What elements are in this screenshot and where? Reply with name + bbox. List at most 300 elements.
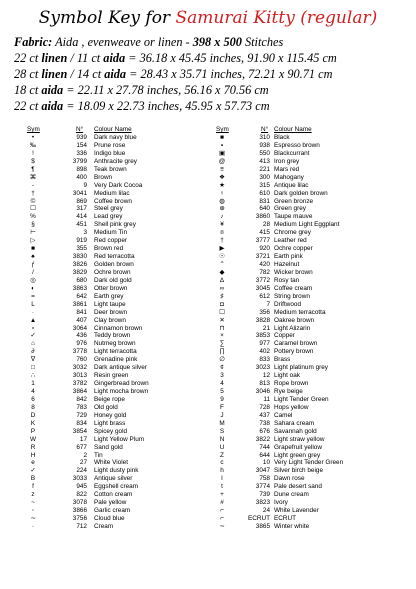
number-cell: 413	[259, 157, 270, 165]
symbol-cell: %	[30, 213, 36, 221]
number-cell: 712	[76, 522, 87, 530]
table-row	[27, 491, 227, 499]
number-cell: 3778	[72, 348, 87, 356]
size-line	[14, 66, 410, 82]
table-row	[216, 444, 416, 452]
colour-name-cell: Rye beige	[274, 388, 303, 395]
table-row	[216, 134, 416, 142]
table-row	[216, 404, 416, 412]
symbol-cell: B	[30, 475, 36, 483]
symbol-cell: †	[31, 189, 35, 197]
symbol-cell: W	[29, 435, 37, 443]
number-cell: 729	[76, 411, 87, 419]
colour-name-cell: Black	[274, 134, 290, 141]
colour-name-cell: Earth grey	[94, 292, 124, 300]
colour-name-cell: Light terracotta	[94, 348, 137, 356]
number-cell: 336	[76, 149, 87, 157]
symbol-cell: ♀	[219, 189, 225, 197]
table-row	[27, 348, 227, 356]
number-cell: 644	[259, 451, 270, 459]
colour-name-cell: Beige rope	[94, 395, 125, 403]
symbol-cell: ♯	[220, 292, 224, 300]
colour-name-cell: Nutmeg brown	[94, 340, 136, 348]
size-dims: = 22.11 x 27.78 inches, 56.16 x 70.56 cm	[63, 83, 269, 97]
table-row	[216, 198, 416, 206]
colour-name-cell: Dawn rose	[274, 475, 305, 483]
colour-name-cell: Chrome grey	[274, 229, 311, 237]
symbol-cell: U	[219, 443, 225, 451]
title-prefix: Symbol Key for	[38, 8, 171, 28]
symbol-cell: ✕	[219, 316, 225, 324]
symbol-cell: ¶	[31, 165, 35, 173]
number-cell: 9	[83, 181, 87, 189]
symbol-cell: S	[219, 427, 225, 435]
number-cell: 680	[76, 276, 87, 284]
colour-name-cell: Light dusty pink	[94, 467, 139, 475]
symbol-cell: ■	[220, 134, 224, 141]
size-fabric-2: aida	[104, 67, 127, 81]
number-cell: 17	[79, 435, 87, 443]
colour-name-cell: Light straw yellow	[274, 435, 325, 443]
table-row	[216, 340, 416, 348]
colour-name-cell: Savannah gold	[274, 427, 317, 435]
number-cell: 3045	[255, 284, 270, 292]
symbol-cell: ⌐	[220, 515, 224, 522]
number-cell: 550	[259, 149, 270, 157]
number-cell: 24	[262, 507, 270, 515]
table-header	[27, 126, 227, 134]
number-cell: 898	[76, 165, 87, 173]
table-row	[27, 499, 227, 507]
colour-name-cell: Brown red	[94, 245, 124, 253]
colour-name-cell: Light oak	[274, 372, 300, 380]
number-cell: 11	[263, 395, 270, 403]
colour-name-cell: Shell pink grey	[94, 221, 136, 229]
symbol-cell: 9	[220, 395, 224, 403]
table-row	[216, 150, 416, 158]
size-mid: / 14 ct	[67, 67, 105, 81]
symbol-cell: K	[30, 419, 36, 427]
size-fabric: aida	[41, 99, 64, 113]
symbol-cell: ♠	[31, 253, 35, 261]
size-fabric-2: aida	[103, 51, 126, 65]
table-row	[27, 301, 227, 309]
symbol-cell: f	[32, 483, 34, 491]
symbol-cell: ⌂	[31, 340, 35, 348]
number-cell: 3866	[72, 507, 87, 515]
colour-name-cell: Silver birch beige	[274, 467, 324, 475]
number-cell: 3865	[255, 522, 270, 530]
colour-name-cell: Prune rose	[94, 141, 126, 149]
table-row	[216, 452, 416, 460]
colour-name-cell: Light Tender Green	[274, 395, 329, 403]
symbol-cell: ∅	[219, 356, 225, 364]
symbol-cell: L	[31, 300, 35, 308]
colour-name-cell: Garlic cream	[94, 507, 131, 515]
symbol-cell: ∏	[219, 348, 225, 356]
symbol-cell: ∇	[30, 356, 36, 364]
symbol-cell: ⌘	[29, 173, 37, 181]
symbol-cell: 8	[31, 403, 35, 411]
colour-name-cell: Green bronze	[274, 197, 314, 205]
table-row	[27, 166, 227, 174]
symbol-cell: ∼	[219, 522, 225, 530]
number-cell: 642	[76, 292, 87, 300]
table-row	[216, 412, 416, 420]
symbol-cell: ¥	[220, 221, 224, 229]
symbol-cell: ◍	[219, 197, 225, 205]
number-cell: 3830	[72, 253, 87, 261]
symbol-table-left	[27, 126, 227, 531]
number-cell: 841	[76, 308, 87, 316]
colour-name-cell: Dark golden brown	[274, 189, 328, 197]
number-cell: 436	[76, 332, 87, 340]
symbol-cell: ▣	[218, 149, 226, 157]
symbol-cell: ♪	[220, 213, 224, 221]
colour-name-cell: String brown	[274, 292, 310, 300]
stitch-count: 398 x 500	[192, 35, 242, 49]
number-cell: 356	[259, 308, 270, 316]
symbol-cell: ◆	[219, 268, 225, 276]
colour-name-cell: Medium terracotta	[274, 308, 326, 316]
symbol-cell: ~	[31, 499, 35, 507]
table-row	[216, 309, 416, 317]
table-row	[27, 452, 227, 460]
symbol-cell: ∂	[31, 348, 35, 356]
colour-name-cell: White Violet	[94, 459, 128, 467]
number-cell: 833	[259, 356, 270, 364]
colour-name-cell: Grapefruit yellow	[274, 443, 322, 451]
number-cell: 758	[259, 475, 270, 483]
table-row	[216, 372, 416, 380]
number-cell: 3864	[72, 388, 87, 395]
table-row	[27, 253, 227, 261]
number-cell: 976	[76, 340, 87, 348]
colour-name-cell: Taupe mauve	[274, 213, 313, 221]
table-row	[27, 317, 227, 325]
table-row	[216, 317, 416, 325]
table-row	[216, 507, 416, 515]
size-fabric: linen	[41, 51, 68, 65]
symbol-cell: =	[31, 292, 35, 300]
header-colour-name: Colour Name	[94, 126, 132, 133]
table-row	[216, 245, 416, 253]
page-title	[0, 7, 416, 29]
symbol-cell: !	[32, 149, 34, 157]
colour-name-cell: Hazelnut	[274, 261, 300, 268]
table-row	[216, 396, 416, 404]
number-cell: 3064	[72, 324, 87, 332]
number-cell: 28	[262, 221, 270, 229]
colour-name-cell: Winter white	[274, 522, 310, 530]
colour-name-cell: Light mocha brown	[94, 388, 148, 395]
symbol-cell: ⌐	[220, 507, 224, 515]
number-cell: 3782	[72, 380, 87, 388]
colour-name-cell: Ivory	[274, 499, 288, 507]
number-cell: 2	[83, 451, 87, 459]
number-cell: 610	[259, 189, 270, 197]
colour-name-cell: Rope brown	[274, 380, 309, 388]
symbol-cell: ★	[219, 181, 225, 189]
colour-name-cell: Honey gold	[94, 411, 127, 419]
table-row	[27, 269, 227, 277]
number-cell: 822	[76, 491, 87, 499]
symbol-cell: •	[31, 134, 35, 141]
colour-name-cell: Sand gold	[94, 443, 123, 451]
colour-name-cell: Red terracotta	[94, 253, 135, 261]
number-cell: 977	[259, 340, 270, 348]
header-sym: Sym	[27, 126, 40, 133]
number-cell: 420	[259, 261, 270, 268]
symbol-cell: ∴	[30, 372, 36, 380]
symbol-cell: ¤	[220, 229, 224, 237]
symbol-cell: □	[31, 364, 35, 372]
table-row	[27, 372, 227, 380]
header-colour-name: Colour Name	[274, 126, 312, 133]
table-row	[27, 412, 227, 420]
colour-name-cell: Dune cream	[274, 491, 309, 499]
number-cell: 402	[259, 348, 270, 356]
colour-name-cell: Antique lilac	[274, 181, 309, 189]
number-cell: 3	[83, 229, 87, 237]
number-cell: 3861	[72, 300, 87, 308]
table-row	[216, 190, 416, 198]
table-row	[216, 364, 416, 372]
table-row	[27, 190, 227, 198]
symbol-cell: M	[219, 419, 225, 427]
symbol-cell: ☐	[219, 308, 225, 316]
number-cell: 738	[259, 419, 270, 427]
symbol-cell: 1	[31, 380, 35, 388]
table-row	[216, 277, 416, 285]
table-row	[27, 142, 227, 150]
number-cell: 300	[259, 173, 270, 181]
number-cell: 3756	[72, 515, 87, 522]
colour-name-cell: Very Dark Cocoa	[94, 181, 143, 189]
table-row	[27, 420, 227, 428]
number-cell: 744	[259, 443, 270, 451]
fabric-info	[14, 34, 410, 114]
table-row	[216, 269, 416, 277]
colour-name-cell: Pale desert sand	[274, 483, 322, 491]
size-dims: = 18.09 x 22.73 inches, 45.95 x 57.73 cm	[63, 99, 270, 113]
symbol-cell: ◘	[220, 300, 224, 308]
colour-name-cell: Light Alizarin	[274, 324, 311, 332]
symbol-cell: ⋆	[30, 324, 35, 332]
table-row	[27, 523, 227, 531]
symbol-cell: ©	[30, 197, 36, 205]
number-cell: 317	[76, 205, 87, 213]
colour-name-cell: Cream	[94, 522, 114, 530]
symbol-cell: R	[30, 443, 36, 451]
table-row	[216, 332, 416, 340]
table-row	[27, 213, 227, 221]
table-row	[216, 142, 416, 150]
size-count: 22 ct	[14, 99, 42, 113]
colour-name-cell: Medium lilac	[94, 189, 130, 197]
table-row	[216, 229, 416, 237]
colour-name-cell: Golden brown	[94, 261, 134, 268]
table-row	[27, 158, 227, 166]
stitch-suffix: Stitches	[241, 35, 284, 49]
table-row	[216, 253, 416, 261]
table-row	[216, 475, 416, 483]
fabric-text: Aida , evenweave or linen -	[52, 35, 193, 49]
symbol-cell: ≡	[220, 165, 224, 173]
symbol-cell: 6	[31, 395, 35, 403]
table-row	[27, 261, 227, 269]
number-cell: 407	[76, 316, 87, 324]
table-row	[27, 467, 227, 475]
symbol-cell: ¢	[220, 364, 224, 372]
colour-name-cell: Light green grey	[274, 451, 321, 459]
colour-name-cell: Brass	[274, 356, 291, 364]
symbol-cell: ⊓	[219, 324, 225, 332]
colour-name-cell: Resin green	[94, 372, 129, 380]
number-cell: 920	[259, 245, 270, 253]
table-row	[27, 475, 227, 483]
colour-name-cell: Antique silver	[94, 475, 133, 483]
colour-name-cell: Teak brown	[94, 165, 127, 173]
table-row	[27, 237, 227, 245]
table-row	[27, 380, 227, 388]
table-row	[216, 428, 416, 436]
table-row	[27, 277, 227, 285]
number-cell: 945	[76, 483, 87, 491]
header-number: N°	[76, 126, 84, 133]
table-row	[27, 293, 227, 301]
symbol-cell: †	[220, 237, 224, 245]
colour-name-cell: Tin	[94, 451, 103, 459]
number-cell: 3721	[255, 253, 270, 261]
table-row	[27, 388, 227, 396]
table-row	[216, 325, 416, 333]
colour-name-cell: Light platinum grey	[274, 364, 328, 372]
colour-name-cell: Hops yellow	[274, 403, 309, 411]
colour-name-cell: Steel grey	[94, 205, 123, 213]
symbol-table-right	[216, 126, 416, 531]
fabric-line	[14, 34, 410, 50]
table-row	[216, 182, 416, 190]
number-cell: 3828	[255, 316, 270, 324]
number-cell: 414	[76, 213, 87, 221]
number-cell: 782	[259, 268, 270, 276]
table-row	[27, 404, 227, 412]
number-cell: 3826	[72, 261, 87, 268]
colour-name-cell: Ochre copper	[274, 245, 313, 253]
table-row	[216, 166, 416, 174]
symbol-cell: $	[31, 157, 35, 165]
number-cell: 27	[79, 459, 87, 467]
number-cell: 919	[76, 237, 87, 245]
size-count: 22 ct	[14, 51, 42, 65]
table-row	[216, 285, 416, 293]
colour-name-cell: Clay brown	[94, 316, 126, 324]
symbol-cell: ·	[31, 308, 35, 316]
table-row	[216, 205, 416, 213]
number-cell: 813	[259, 380, 270, 388]
size-count: 28 ct	[14, 67, 42, 81]
number-cell: 315	[259, 181, 270, 189]
colour-name-cell: Wicker brown	[274, 268, 313, 276]
colour-name-cell: Old gold	[94, 403, 118, 411]
colour-name-cell: ECRUT	[274, 515, 297, 522]
table-row	[216, 213, 416, 221]
symbol-cell: ◐	[31, 284, 35, 292]
number-cell: 834	[76, 419, 87, 427]
number-cell: 3829	[72, 268, 87, 276]
colour-name-cell: Blackcurrant	[274, 149, 310, 157]
number-cell: 400	[76, 173, 87, 181]
colour-name-cell: Cotton cream	[94, 491, 133, 499]
number-cell: 310	[259, 134, 270, 141]
symbol-cell: P	[30, 427, 36, 435]
number-cell: 3023	[255, 364, 270, 372]
colour-name-cell: Light taupe	[94, 300, 126, 308]
number-cell: 728	[259, 403, 270, 411]
symbol-cell: c	[220, 459, 224, 467]
number-cell: 3823	[255, 499, 270, 507]
table-row	[27, 325, 227, 333]
table-row	[27, 174, 227, 182]
size-line	[14, 98, 410, 114]
size-dims: = 36.18 x 45.45 inches, 91.90 x 115.45 cm	[125, 51, 337, 65]
number-cell: 3013	[72, 372, 87, 380]
number-cell: 938	[259, 141, 270, 149]
symbol-cell: 5	[220, 388, 224, 395]
number-cell: 612	[259, 292, 270, 300]
size-mid: / 11 ct	[67, 51, 104, 65]
number-cell: 3032	[72, 364, 87, 372]
number-cell: 21	[262, 324, 270, 332]
number-cell: 221	[259, 165, 270, 173]
number-cell: 451	[76, 221, 87, 229]
table-row	[216, 420, 416, 428]
colour-name-cell: Dark old gold	[94, 276, 132, 284]
number-cell: 12	[262, 372, 270, 380]
table-row	[216, 221, 416, 229]
number-cell: 783	[76, 403, 87, 411]
colour-name-cell: Sahara cream	[274, 419, 315, 427]
number-cell: 3853	[255, 332, 270, 340]
number-cell: 677	[76, 443, 87, 451]
table-row	[27, 340, 227, 348]
symbol-cell: 3	[220, 372, 224, 380]
table-row	[27, 444, 227, 452]
table-row	[216, 459, 416, 467]
colour-name-cell: Coffee brown	[94, 197, 132, 205]
symbol-cell: ▶	[219, 245, 225, 253]
table-row	[216, 356, 416, 364]
colour-name-cell: Ochre brown	[94, 268, 131, 276]
table-row	[216, 174, 416, 182]
table-row	[216, 388, 416, 396]
size-count: 18 ct	[14, 83, 42, 97]
size-dims: = 28.43 x 35.71 inches, 72.21 x 90.71 cm	[126, 67, 333, 81]
symbol-cell: F	[220, 403, 224, 411]
symbol-cell: D	[30, 411, 36, 419]
table-row	[27, 436, 227, 444]
table-row	[216, 491, 416, 499]
symbol-cell: /	[32, 268, 34, 276]
colour-name-cell: Light brass	[94, 419, 126, 427]
table-row	[27, 285, 227, 293]
table-row	[27, 198, 227, 206]
colour-name-cell: Very Light Tender Green	[274, 459, 344, 467]
symbol-cell: ×	[220, 332, 224, 340]
symbol-cell: N	[219, 435, 225, 443]
number-cell: 355	[76, 245, 87, 253]
